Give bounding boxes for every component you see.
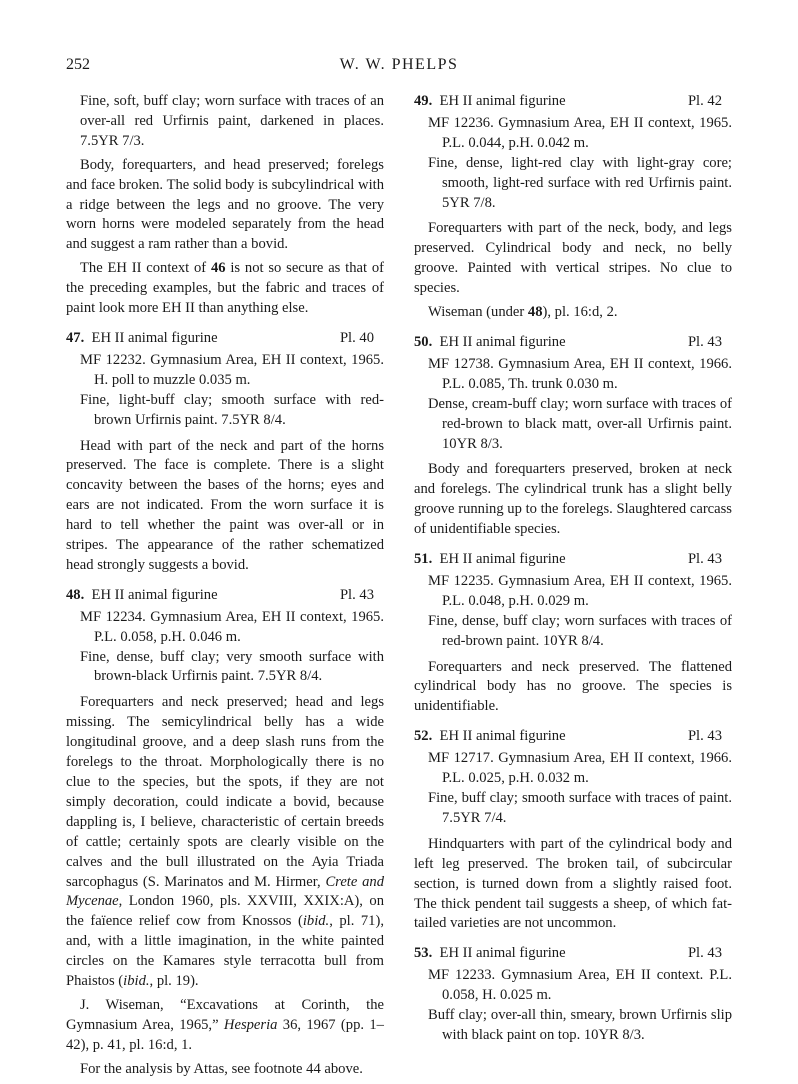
entry-number: 53.: [414, 945, 433, 962]
journal-title: Hesperia: [223, 1016, 278, 1033]
catalog-info: [414, 355, 732, 455]
fabric-line: Dense, cream-buff clay; worn surface with traces of red-brown to black matt, over-all Urfirnis paint. 10YR 8/3.: [428, 395, 732, 452]
description: Body and forequarters preserved, broken at neck and forelegs. The cylindrical trunk has a slight belly groove running up to the forelegs. Slaughtered carcass of unidentifiable species.: [414, 461, 732, 538]
plate-ref: Pl. 43: [687, 333, 722, 350]
citation-ibid: ibid.: [123, 973, 150, 990]
plate-ref: Pl. 43: [687, 945, 722, 962]
right-column: [414, 92, 732, 1052]
catalog-ref: 48: [527, 304, 543, 321]
entry-title: EH II animal figurine: [439, 93, 566, 109]
fabric-line: Fine, dense, light-red clay with light-gray core; smooth, light-red surface with red Urfirnis paint. 5YR 7/8.: [428, 154, 732, 211]
catalog-info: [66, 351, 384, 431]
description: [66, 693, 384, 992]
fabric-line: Fine, buff clay; smooth surface with traces of paint. 7.5YR 7/4.: [428, 790, 732, 826]
fabric-line: Fine, soft, buff clay; worn surface with traces of an over-all red Urfirnis paint, darkened in places. 7.5YR 7/3.: [80, 93, 384, 149]
bib-text: 36, 1967 (pp. 1–42), p. 41, pl. 16:d, 1.: [66, 1016, 384, 1053]
catalog-info: [414, 572, 732, 652]
desc-text: , London 1960, pls. XXVIII, XXIX:A), on the faïence relief cow from Knossos (: [66, 893, 384, 930]
entry-51: [414, 550, 732, 717]
desc-text: , pl. 19).: [149, 973, 199, 990]
note-text: The EH II context of: [80, 260, 211, 277]
entry-heading: [66, 329, 384, 349]
entry-50: [414, 333, 732, 540]
description: Forequarters with part of the neck, body, and legs preserved. Cylindrical body and neck, no belly groove. Painted with vertical stripes. No clue to species.: [414, 220, 732, 297]
entry-heading: [414, 550, 732, 570]
bibliography: [66, 996, 384, 1056]
catalog-info: [414, 749, 732, 829]
inventory-line: MF 12235. Gymnasium Area, EH II context, 1965. P.L. 0.048, p.H. 0.029 m.: [428, 572, 732, 609]
entry-title: EH II animal figurine: [439, 728, 566, 745]
inventory-line: MF 12717. Gymnasium Area, EH II context, 1966. P.L. 0.025, p.H. 0.032 m.: [428, 750, 732, 787]
analysis-note: For the analysis by Attas, see footnote 44 above.: [80, 1060, 363, 1077]
inventory-line: MF 12738. Gymnasium Area, EH II context, 1966. P.L. 0.085, Th. trunk 0.030 m.: [428, 355, 732, 392]
bibliography: [414, 303, 732, 323]
entry-heading: [414, 92, 732, 112]
plate-ref: Pl. 40: [339, 329, 374, 346]
running-head: W. W. PHELPS: [339, 56, 459, 73]
catalog-info: [66, 608, 384, 688]
catalog-info-46: [66, 92, 384, 152]
entry-title: EH II animal figurine: [439, 945, 566, 962]
fabric-line: Buff clay; over-all thin, smeary, brown Urfirnis slip with black paint on top. 10YR 8/3.: [428, 1007, 732, 1043]
bib-text: Wiseman (under: [428, 304, 528, 321]
note-text: is not so secure as that of the preceding examples, but the fabric and traces of paint look more EH II than anything else.: [66, 260, 384, 317]
catalog-ref: 46: [210, 260, 226, 277]
fabric-line: Fine, light-buff clay; smooth surface with red-brown Urfirnis paint. 7.5YR 8/4.: [80, 391, 384, 428]
desc-text: , pl. 71), and, with a little imagination, in the white painted circles on the Kamares style terracotta bull from Phaistos (: [66, 913, 384, 990]
description: Hindquarters with part of the cylindrical body and left leg preserved. The broken tail, of subcircular section, is turned down from a slightly raised foot. The thick pendent tail suggests a sheep, of which fat-tailed varieties are not uncommon.: [414, 835, 732, 932]
left-column: [66, 92, 384, 1084]
citation-ibid: ibid.: [302, 913, 330, 930]
page-number: 252: [66, 56, 90, 73]
entry-heading: [414, 944, 732, 964]
context-note-46: [66, 259, 384, 319]
bib-text: J. Wiseman, “Excavations at Corinth, the Gymnasium Area, 1965,”: [66, 996, 384, 1033]
entry-47: [66, 329, 384, 576]
entry-52: [414, 727, 732, 934]
entry-title: EH II animal figurine: [439, 333, 566, 350]
citation-title: Crete and Mycenae: [66, 873, 384, 910]
entry-heading: [414, 727, 732, 747]
entry-number: 49.: [414, 93, 433, 109]
catalog-info: [414, 114, 732, 214]
entry-title: EH II animal figurine: [91, 329, 218, 346]
fabric-line: Fine, dense, buff clay; worn surfaces with traces of red-brown paint. 10YR 8/4.: [428, 612, 732, 649]
description: Head with part of the neck and part of the horns preserved. The face is complete. There is a slight concavity between the bases of the horns; eyes and ears are not indicated. From the worn surface it is hard to tell whether the paint was over-all or in stripes. The appearance of the rather schematized head strongly suggests a bovid.: [66, 437, 384, 573]
entry-number: 48.: [66, 586, 85, 603]
entry-heading: [414, 333, 732, 353]
entry-number: 50.: [414, 333, 433, 350]
inventory-line: MF 12233. Gymnasium Area, EH II context. P.L. 0.058, H. 0.025 m.: [428, 967, 732, 1004]
fabric-line: Fine, dense, buff clay; very smooth surface with brown-black Urfirnis paint. 7.5YR 8/4.: [80, 648, 384, 685]
entry-48: [66, 586, 384, 1080]
plate-ref: Pl. 42: [687, 93, 722, 109]
catalog-info: [414, 966, 732, 1046]
bib-text: ), pl. 16:d, 2.: [542, 304, 618, 321]
entry-title: EH II animal figurine: [91, 586, 218, 603]
desc-text: Forequarters and neck preserved; head and legs missing. The semicylindrical belly has a wide longitudinal groove, and a deep slash runs from the forelegs to the throat. Morphologically there is no clue to the species, but the spots, if they are not simply decoration, could indicate a bovid, because dappling is, I believe, characteristic of certain breeds of cattle; certainly spots are clearly visible on the calves and the bull illustrated on the Ayia Triada sarcophagus (S. Marinatos and M. Hirmer,: [66, 694, 384, 890]
inventory-line: MF 12234. Gymnasium Area, EH II context, 1965. P.L. 0.058, p.H. 0.046 m.: [80, 608, 384, 645]
entry-title: EH II animal figurine: [439, 551, 566, 568]
plate-ref: Pl. 43: [687, 728, 722, 745]
entry-53: [414, 944, 732, 1046]
inventory-line: MF 12236. Gymnasium Area, EH II context, 1965. P.L. 0.044, p.H. 0.042 m.: [428, 114, 732, 151]
entry-number: 47.: [66, 329, 85, 346]
inventory-line: MF 12232. Gymnasium Area, EH II context, 1965. H. poll to muzzle 0.035 m.: [80, 351, 384, 388]
description: Forequarters and neck preserved. The flattened cylindrical body has no groove. The species is unidentifiable.: [414, 658, 732, 715]
plate-ref: Pl. 43: [339, 586, 374, 603]
entry-number: 51.: [414, 551, 433, 568]
description-46: Body, forequarters, and head preserved; forelegs and face broken. The solid body is subcylindrical with a ridge between the legs and no groove. The very worn horns were modeled separately from the head and suggest a ram rather than a bovid.: [66, 156, 384, 253]
entry-49: [414, 92, 732, 323]
entry-number: 52.: [414, 728, 433, 745]
plate-ref: Pl. 43: [687, 551, 722, 568]
entry-heading: [66, 586, 384, 606]
